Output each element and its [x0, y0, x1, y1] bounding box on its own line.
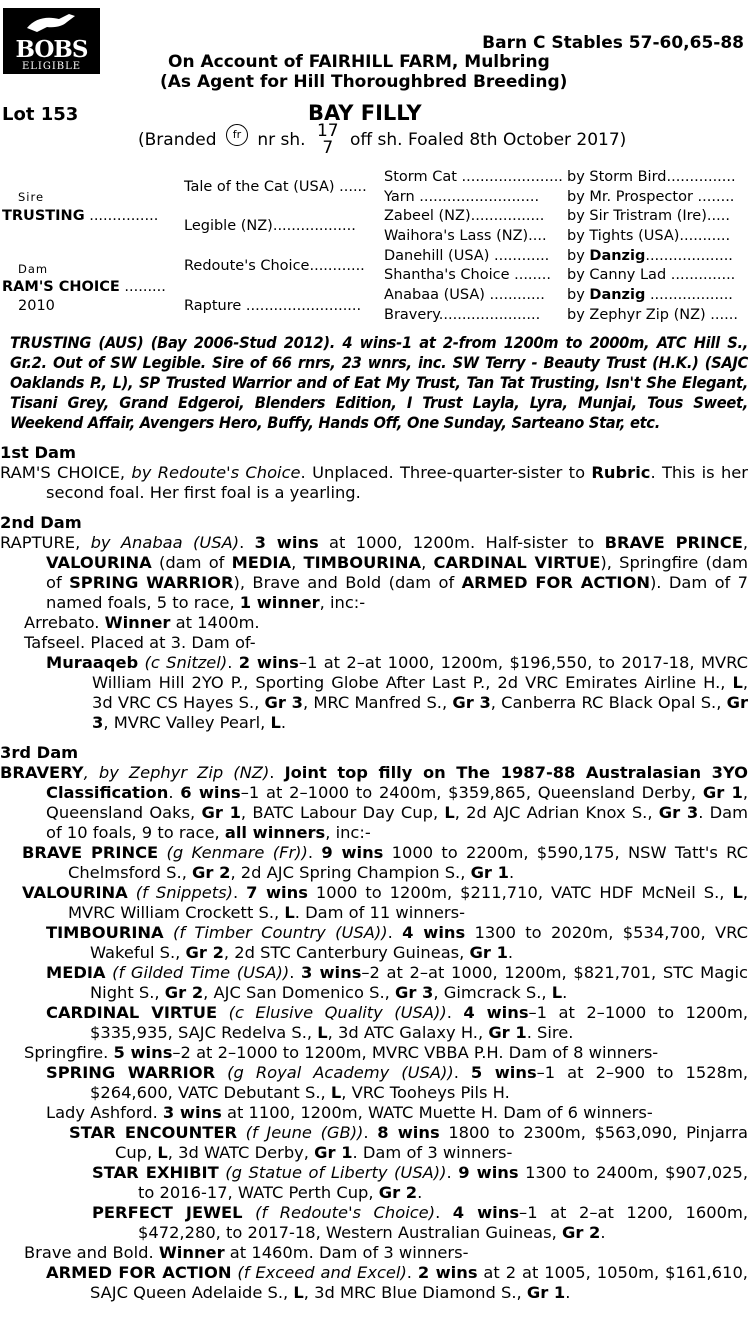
pedigree-g2: Redoute's Choice............: [184, 258, 365, 274]
logo-text-top: BOBS: [15, 36, 88, 63]
progeny-valourina: VALOURINA (f Snippets). 7 wins 1000 to 1200m, $211,710, VATC HDF McNeil S., L, MVRC William Crockett S., L. Dam of 11 winners-: [22, 883, 748, 922]
catalogue-text: [0, 333, 748, 1303]
pedigree-g3: Waihora's Lass (NZ)....: [384, 228, 547, 244]
bobs-logo: [3, 8, 100, 74]
progeny-media: MEDIA (f Gilded Time (USA)). 3 wins–2 at 2–at 1000, 1200m, $821,701, STC Magic Night S., Gr 2, AJC San Domenico S., Gr 3, Gimcrack S., L.: [46, 963, 748, 1002]
pedigree-g4: by Mr. Prospector ........: [567, 189, 735, 205]
progeny-springfire: Springfire. 5 wins–2 at 2–1000 to 1200m, MVRC VBBA P.H. Dam of 8 winners-: [24, 1043, 659, 1062]
dam-label: Dam: [18, 262, 49, 276]
pedigree-g2: Legible (NZ)..................: [184, 218, 356, 234]
first-dam-heading: 1st Dam: [0, 443, 76, 462]
pedigree-g4: by Sir Tristram (Ire).....: [567, 208, 730, 224]
dam-row: RAM'S CHOICE .........: [2, 279, 166, 295]
second-dam-text: RAPTURE, by Anabaa (USA). 3 wins at 1000, 1200m. Half-sister to BRAVE PRINCE, VALOURINA (dam of MEDIA, TIMBOURINA, CARDINAL VIRTUE), Springfire (dam of SPRING WARRIOR), Brave and Bold (dam of ARMED FOR ACTION). Dam of 7 named foals, 5 to race, 1 winner, inc:-: [0, 533, 749, 612]
progeny-arrebato: Arrebato. Winner at 1400m.: [24, 613, 260, 632]
sire-label: Sire: [18, 190, 45, 204]
progeny-tafseel: Tafseel. Placed at 3. Dam of-: [24, 633, 256, 652]
third-dam-heading: 3rd Dam: [0, 743, 79, 762]
progeny-brave-prince: BRAVE PRINCE (g Kenmare (Fr)). 9 wins 1000 to 2200m, $590,175, NSW Tatt's RC Chelmsford S., Gr 2, 2d AJC Spring Champion S., Gr 1.: [22, 843, 748, 882]
brand-line: [138, 123, 626, 157]
pedigree-g3: Zabeel (NZ)................: [384, 208, 545, 224]
horse-icon: [25, 10, 77, 36]
pedigree-g3: Bravery......................: [384, 307, 541, 323]
pedigree-g3: Anabaa (USA) ............: [384, 287, 545, 303]
pedigree-g4: by Zephyr Zip (NZ) ......: [567, 307, 738, 323]
brand-mark-icon: fr: [226, 124, 248, 146]
brand-mid: nr sh.: [257, 130, 306, 150]
progeny-timbourina: TIMBOURINA (f Timber Country (USA)). 4 wins 1300 to 2020m, $534,700, VRC Wakeful S., Gr 2, 2d STC Canterbury Guineas, Gr 1.: [46, 923, 748, 962]
progeny-brave-and-bold: Brave and Bold. Winner at 1460m. Dam of 3 winners-: [24, 1243, 469, 1262]
brand-prefix: (Branded: [138, 130, 217, 150]
pedigree-g4: by Storm Bird...............: [567, 169, 736, 185]
sire-summary: TRUSTING (AUS) (Bay 2006-Stud 2012). 4 wins-1 at 2-from 1200m to 2000m, ATC Hill S., Gr.2. Out of SW Legible. Sire of 66 rnrs, 23 wnrs, inc. SW Terry - Beauty Trust (H.K.) (SAJC Oaklands P., L), SP Trusted Warrior and of Eat My Trust, Tan Tat Trusting, Isn't She Elegant, Tisani Grey, Grand Edgeroi, Blenders Edition, I Trust Layla, Lyra, Munjai, Tous Sweet, Weekend Affair, Avengers Hero, Buffy, Hands Off, One Sunday, Sarteano Star, etc.: [10, 333, 748, 432]
progeny-lady-ashford: Lady Ashford. 3 wins at 1100, 1200m, WATC Muette H. Dam of 6 winners-: [46, 1103, 653, 1122]
pedigree-g3: Danehill (USA) ............: [384, 248, 550, 264]
pedigree-g3: Storm Cat ......................: [384, 169, 563, 185]
pedigree-g4: by Canny Lad ..............: [567, 267, 736, 283]
pedigree-g4: by Tights (USA)...........: [567, 228, 731, 244]
second-dam-heading: 2nd Dam: [0, 513, 82, 532]
pedigree-g4: by Danzig ..................: [567, 287, 733, 303]
sire-row: TRUSTING ...............: [2, 208, 159, 224]
progeny-muraaqeb: Muraaqeb (c Snitzel). 2 wins–1 at 2–at 1000, 1200m, $196,550, to 2017-18, MVRC William Hill 2YO P., Sporting Globe After Last P., 2d VRC Emirates Airline H., L, 3d VRC CS Hayes S., Gr 3, MRC Manfred S., Gr 3, Canberra RC Black Opal S., Gr 3, MVRC Valley Pearl, L.: [46, 653, 749, 732]
dam-name: RAM'S CHOICE: [2, 279, 120, 295]
pedigree-g3: Shantha's Choice ........: [384, 267, 551, 283]
vendor-account: On Account of FAIRHILL FARM, Mulbring: [168, 52, 550, 72]
progeny-spring-warrior: SPRING WARRIOR (g Royal Academy (USA)). 5 wins–1 at 2–900 to 1528m, $264,600, VATC Debutant S., L, VRC Tooheys Pils H.: [46, 1063, 749, 1102]
pedigree-g4: by Danzig...................: [567, 248, 733, 264]
brand-denominator: 7: [322, 138, 334, 158]
brand-numerator: 17: [316, 121, 339, 141]
logo-text-bottom: ELIGIBLE: [21, 61, 82, 72]
pedigree-g2: Rapture .........................: [184, 298, 362, 314]
first-dam-text: RAM'S CHOICE, by Redoute's Choice. Unplaced. Three-quarter-sister to Rubric. This is her second foal. Her first foal is a yearling.: [0, 463, 748, 502]
pedigree-g2: Tale of the Cat (USA) ......: [184, 179, 367, 195]
vendor-agent: (As Agent for Hill Thoroughbred Breeding): [160, 72, 568, 92]
lot-number: Lot 153: [2, 104, 79, 125]
progeny-star-exhibit: STAR EXHIBIT (g Statue of Liberty (USA)). 9 wins 1300 to 2400m, $907,025, to 2016-17, WATC Perth Cup, Gr 2.: [92, 1163, 749, 1202]
third-dam-text: BRAVERY, by Zephyr Zip (NZ). Joint top filly on The 1987-88 Australasian 3YO Classification. 6 wins–1 at 2–1000 to 2400m, $359,865, Queensland Derby, Gr 1, Queensland Oaks, Gr 1, BATC Labour Day Cup, L, 2d AJC Adrian Knox S., Gr 3. Dam of 10 foals, 9 to race, all winners, inc:-: [0, 763, 749, 842]
pedigree-g3: Yarn ..........................: [384, 189, 540, 205]
progeny-perfect-jewel: PERFECT JEWEL (f Redoute's Choice). 4 wins–1 at 2–at 1200, 1600m, $472,280, to 2017-18, Western Australian Guineas, Gr 2.: [92, 1203, 748, 1242]
dam-year: 2010: [18, 298, 55, 314]
progeny-armed-for-action: ARMED FOR ACTION (f Exceed and Excel). 2 wins at 2 at 1005, 1050m, $161,610, SAJC Queen Adelaide S., L, 3d MRC Blue Diamond S., Gr 1.: [46, 1263, 748, 1302]
brand-fraction: [317, 123, 339, 157]
barn-location: Barn C Stables 57-60,65-88: [482, 33, 744, 53]
brand-suffix: off sh. Foaled 8th October 2017): [350, 130, 627, 150]
horse-description: BAY FILLY: [308, 101, 422, 125]
progeny-star-encounter: STAR ENCOUNTER (f Jeune (GB)). 8 wins 1800 to 2300m, $563,090, Pinjarra Cup, L, 3d WATC Derby, Gr 1. Dam of 3 winners-: [69, 1123, 748, 1162]
sire-name: TRUSTING: [2, 208, 85, 224]
progeny-cardinal-virtue: CARDINAL VIRTUE (c Elusive Quality (USA)). 4 wins–1 at 2–1000 to 1200m, $335,935, SAJC Redelva S., L, 3d ATC Galaxy H., Gr 1. Sire.: [46, 1003, 748, 1042]
